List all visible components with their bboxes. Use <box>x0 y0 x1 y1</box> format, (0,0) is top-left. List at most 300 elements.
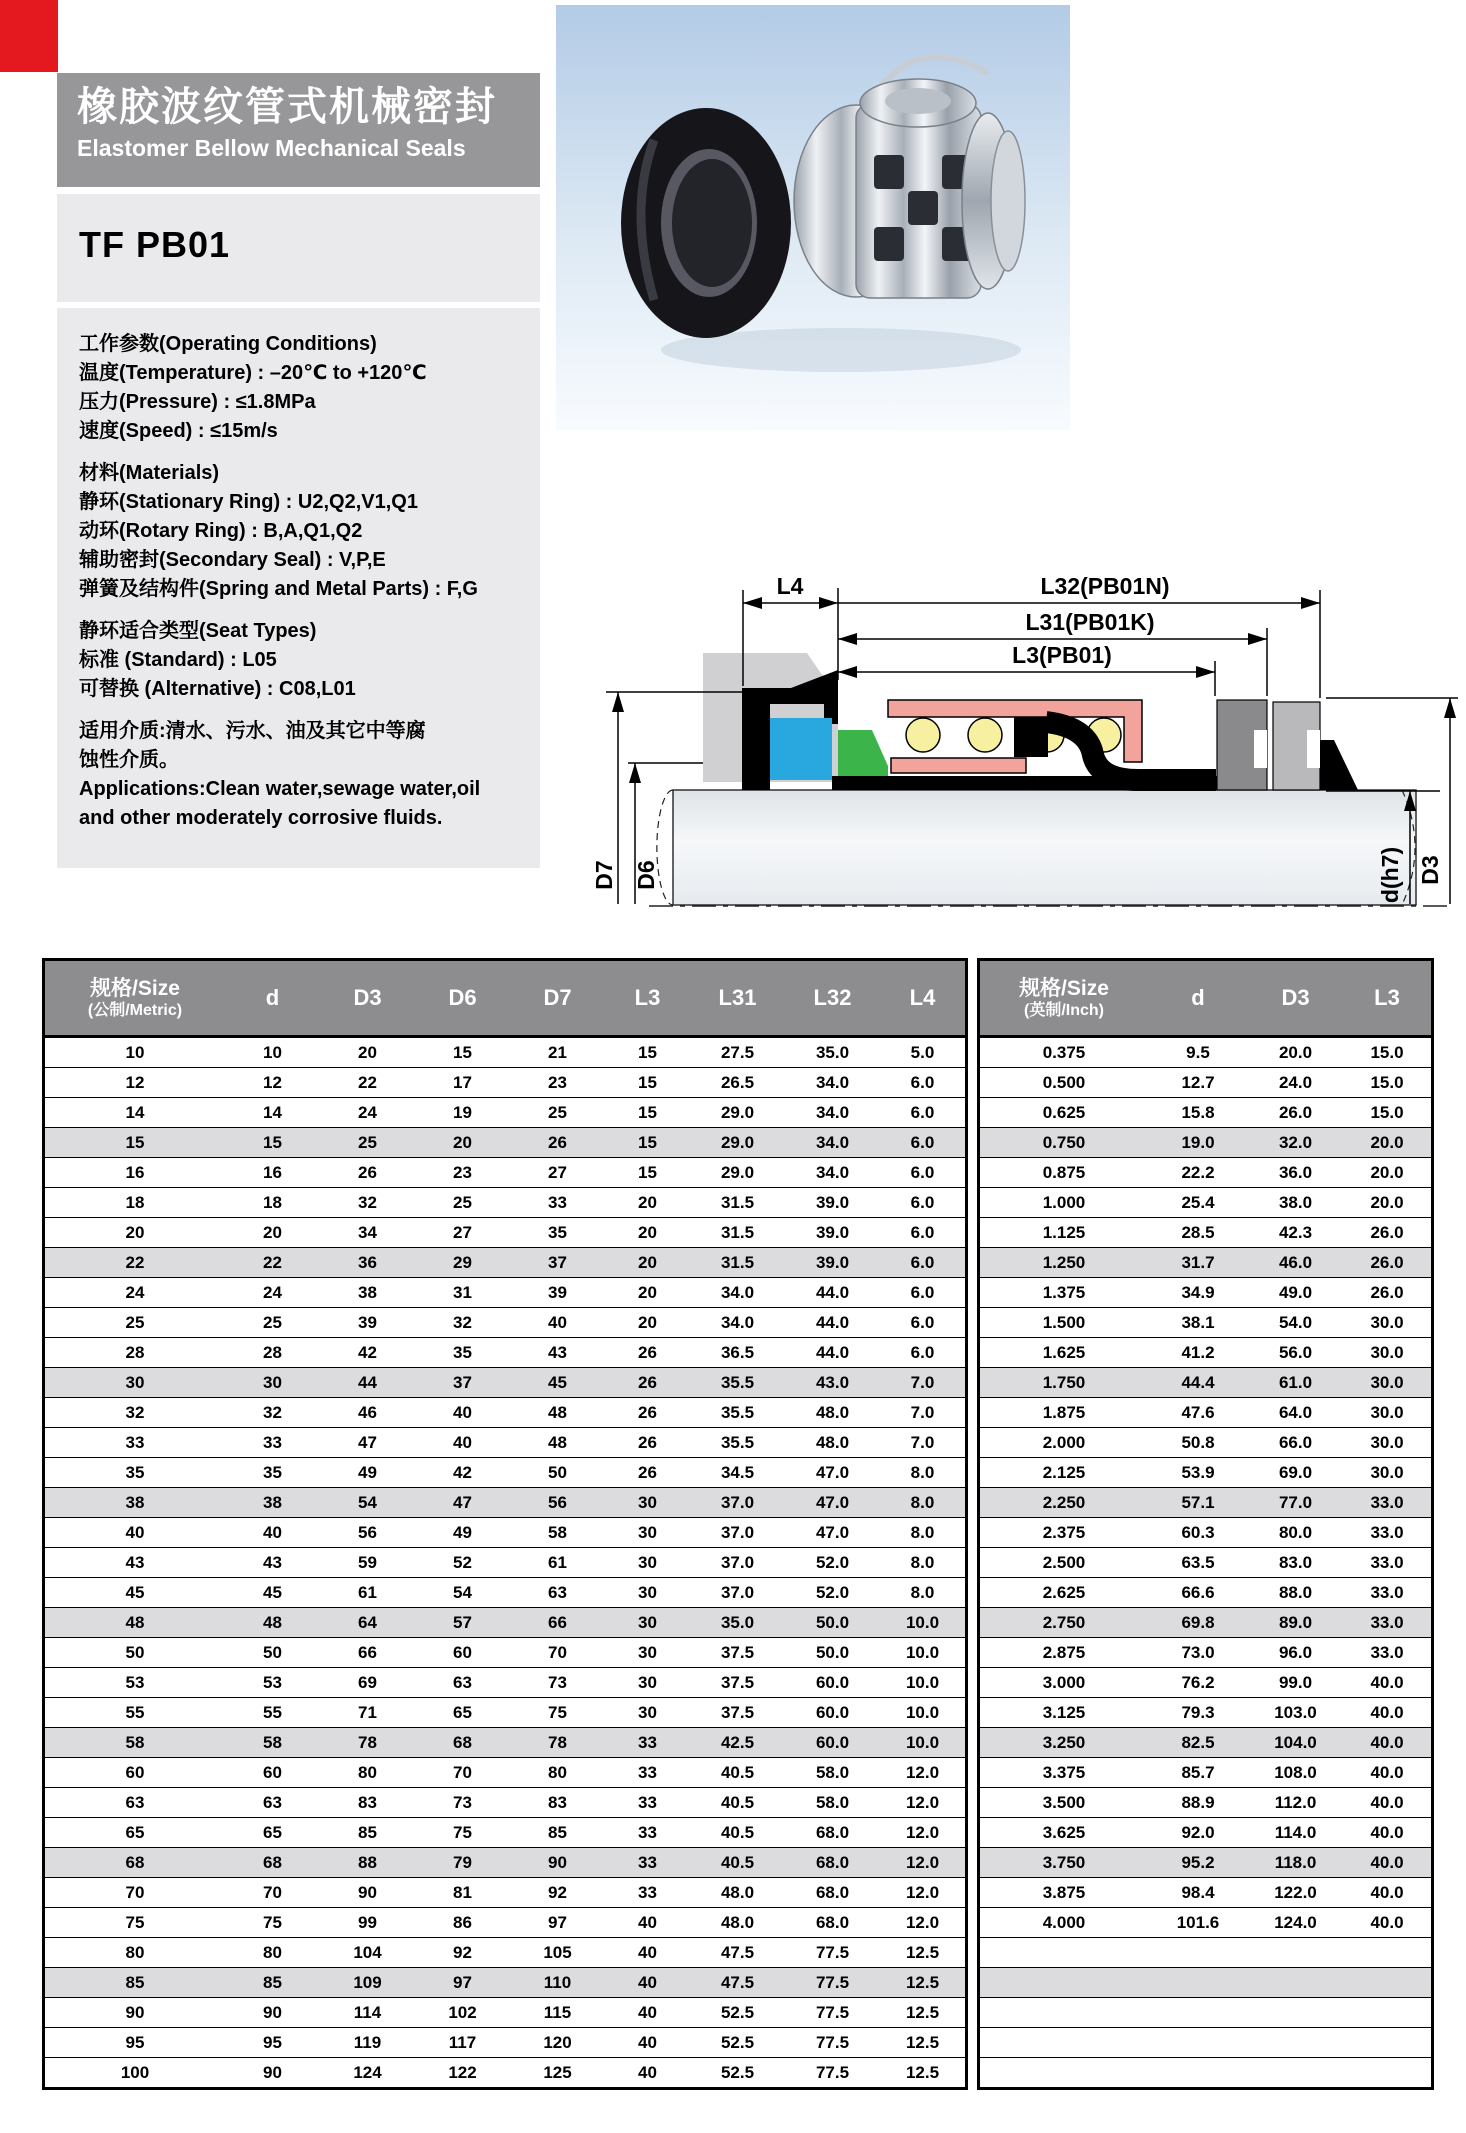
table-cell: 8.0 <box>880 1578 967 1608</box>
table-cell: 20.0 <box>1343 1158 1433 1188</box>
table-cell: 17 <box>415 1068 510 1098</box>
table-cell: 35 <box>510 1218 605 1248</box>
table-row <box>979 2058 1433 2089</box>
table-cell: 68.0 <box>785 1878 880 1908</box>
table-cell: 61 <box>510 1548 605 1578</box>
table-cell <box>1343 1998 1433 2028</box>
table-cell: 12 <box>44 1068 226 1098</box>
table-cell: 25 <box>415 1188 510 1218</box>
table-cell: 15 <box>605 1098 690 1128</box>
table-cell: 30 <box>225 1368 320 1398</box>
table-cell: 52.5 <box>690 2028 785 2058</box>
table-cell: 101.6 <box>1148 1908 1248 1938</box>
table-cell: 12.5 <box>880 1998 967 2028</box>
table-row <box>979 1758 1433 1788</box>
table-cell: 2.250 <box>979 1488 1149 1518</box>
table-cell: 0.625 <box>979 1098 1149 1128</box>
table-row <box>44 1488 967 1518</box>
table-cell: 96.0 <box>1248 1638 1343 1668</box>
table-cell: 12.5 <box>880 1938 967 1968</box>
table-cell: 3.375 <box>979 1758 1149 1788</box>
applications-line-en-2: and other moderately corrosive fluids. <box>79 807 443 829</box>
table-cell: 3.000 <box>979 1668 1149 1698</box>
table-cell: 12.0 <box>880 1758 967 1788</box>
table-cell: 88 <box>320 1848 415 1878</box>
table-cell: 68 <box>44 1848 226 1878</box>
model-number: TF PB01 <box>79 224 231 265</box>
column-header-l4: L4 <box>880 960 967 1037</box>
table-row <box>44 1398 967 1428</box>
table-row <box>979 1938 1433 1968</box>
table-cell <box>1248 2028 1343 2058</box>
table-cell: 30.0 <box>1343 1338 1433 1368</box>
table-cell: 78 <box>510 1728 605 1758</box>
table-cell: 8.0 <box>880 1548 967 1578</box>
table-cell <box>1343 1968 1433 1998</box>
table-row <box>44 1128 967 1158</box>
table-cell: 3.875 <box>979 1878 1149 1908</box>
table-cell: 20 <box>44 1218 226 1248</box>
table-cell: 5.0 <box>880 1037 967 1068</box>
table-row <box>44 1098 967 1128</box>
table-cell: 95 <box>225 2028 320 2058</box>
column-header-l3: L3 <box>605 960 690 1037</box>
table-cell: 85 <box>510 1818 605 1848</box>
table-cell: 35.0 <box>785 1037 880 1068</box>
table-cell <box>979 1968 1149 1998</box>
table-cell: 0.500 <box>979 1068 1149 1098</box>
table-cell: 33 <box>605 1848 690 1878</box>
table-row <box>979 1188 1433 1218</box>
table-cell: 90 <box>510 1848 605 1878</box>
table-cell: 56.0 <box>1248 1338 1343 1368</box>
table-cell: 36.0 <box>1248 1158 1343 1188</box>
table-row <box>979 1698 1433 1728</box>
table-cell <box>1343 1938 1433 1968</box>
table-cell: 6.0 <box>880 1338 967 1368</box>
table-cell: 40 <box>605 1908 690 1938</box>
table-cell: 42 <box>415 1458 510 1488</box>
table-row <box>44 1368 967 1398</box>
table-cell: 58 <box>510 1518 605 1548</box>
table-cell: 79 <box>415 1848 510 1878</box>
table-cell: 6.0 <box>880 1068 967 1098</box>
table-cell: 20.0 <box>1343 1128 1433 1158</box>
table-cell: 20 <box>605 1278 690 1308</box>
table-cell: 34.0 <box>690 1308 785 1338</box>
table-cell: 38 <box>44 1488 226 1518</box>
table-cell: 12.0 <box>880 1818 967 1848</box>
page-title-en: Elastomer Bellow Mechanical Seals <box>77 135 466 161</box>
table-cell: 88.0 <box>1248 1578 1343 1608</box>
table-cell: 80 <box>225 1938 320 1968</box>
table-row <box>44 1608 967 1638</box>
table-row <box>44 1518 967 1548</box>
table-cell: 104.0 <box>1248 1728 1343 1758</box>
table-cell: 2.000 <box>979 1428 1149 1458</box>
table-cell: 90 <box>44 1998 226 2028</box>
table-cell: 68.0 <box>785 1848 880 1878</box>
table-cell: 29 <box>415 1248 510 1278</box>
table-cell: 20 <box>605 1248 690 1278</box>
table-cell: 29.0 <box>690 1128 785 1158</box>
table-cell: 44.0 <box>785 1308 880 1338</box>
table-row <box>979 1878 1433 1908</box>
table-cell: 80 <box>510 1758 605 1788</box>
table-cell: 33 <box>605 1758 690 1788</box>
table-cell: 26.0 <box>1248 1098 1343 1128</box>
table-cell: 45 <box>44 1578 226 1608</box>
table-cell: 103.0 <box>1248 1698 1343 1728</box>
table-cell: 31.5 <box>690 1248 785 1278</box>
table-cell: 92.0 <box>1148 1818 1248 1848</box>
table-cell <box>1343 2058 1433 2089</box>
table-cell: 31.7 <box>1148 1248 1248 1278</box>
table-cell: 33 <box>510 1188 605 1218</box>
table-cell: 33.0 <box>1343 1488 1433 1518</box>
table-cell: 25 <box>320 1128 415 1158</box>
table-cell: 38 <box>320 1278 415 1308</box>
table-cell <box>1248 1968 1343 1998</box>
table-cell <box>1248 2058 1343 2089</box>
page-title-cn: 橡胶波纹管式机械密封 <box>77 85 497 129</box>
table-cell: 89.0 <box>1248 1608 1343 1638</box>
table-row <box>979 1218 1433 1248</box>
table-cell: 77.5 <box>785 1998 880 2028</box>
table-cell: 48.0 <box>785 1428 880 1458</box>
table-cell: 70 <box>44 1878 226 1908</box>
table-cell: 61 <box>320 1578 415 1608</box>
table-cell: 60.0 <box>785 1668 880 1698</box>
table-cell: 50.0 <box>785 1638 880 1668</box>
table-cell: 43 <box>510 1338 605 1368</box>
dim-label-l4: L4 <box>776 573 804 599</box>
table-cell: 33 <box>225 1428 320 1458</box>
table-cell: 1.250 <box>979 1248 1149 1278</box>
table-row <box>44 1548 967 1578</box>
table-cell: 63.5 <box>1148 1548 1248 1578</box>
table-cell: 37.5 <box>690 1638 785 1668</box>
table-cell: 42 <box>320 1338 415 1368</box>
table-row <box>979 1578 1433 1608</box>
table-cell: 30 <box>605 1578 690 1608</box>
table-cell: 85 <box>225 1968 320 1998</box>
table-cell: 34 <box>320 1218 415 1248</box>
table-cell: 26 <box>605 1398 690 1428</box>
table-cell: 24 <box>44 1278 226 1308</box>
table-cell: 28.5 <box>1148 1218 1248 1248</box>
table-cell: 66.6 <box>1148 1578 1248 1608</box>
table-cell: 6.0 <box>880 1188 967 1218</box>
table-cell: 63 <box>415 1668 510 1698</box>
table-cell: 47.0 <box>785 1488 880 1518</box>
table-row <box>44 2028 967 2058</box>
table-cell: 73 <box>415 1788 510 1818</box>
table-row <box>44 1248 967 1278</box>
rotary-face-ring-green <box>838 730 888 780</box>
table-cell: 29.0 <box>690 1158 785 1188</box>
table-cell: 10.0 <box>880 1608 967 1638</box>
table-cell: 47.0 <box>785 1458 880 1488</box>
table-cell: 40.0 <box>1343 1818 1433 1848</box>
table-cell: 20.0 <box>1248 1037 1343 1068</box>
table-cell: 122.0 <box>1248 1878 1343 1908</box>
table-row <box>979 1338 1433 1368</box>
table-cell: 60.0 <box>785 1728 880 1758</box>
table-cell: 73.0 <box>1148 1638 1248 1668</box>
table-cell: 15 <box>605 1158 690 1188</box>
table-row <box>979 1248 1433 1278</box>
table-cell: 119 <box>320 2028 415 2058</box>
table-cell: 28 <box>44 1338 226 1368</box>
table-cell: 60.0 <box>785 1698 880 1728</box>
table-cell: 15.0 <box>1343 1068 1433 1098</box>
table-cell: 52.0 <box>785 1548 880 1578</box>
table-cell: 30.0 <box>1343 1308 1433 1338</box>
table-cell: 32 <box>415 1308 510 1338</box>
table-cell: 34.0 <box>785 1128 880 1158</box>
table-cell: 71 <box>320 1698 415 1728</box>
table-cell: 40.5 <box>690 1818 785 1848</box>
table-cell: 20 <box>320 1037 415 1068</box>
table-cell: 104 <box>320 1938 415 1968</box>
table-cell: 33 <box>44 1428 226 1458</box>
table-cell: 45 <box>510 1368 605 1398</box>
table-cell: 6.0 <box>880 1308 967 1338</box>
product-photo-illustration <box>556 5 1070 430</box>
table-cell: 18 <box>44 1188 226 1218</box>
table-row <box>979 1308 1433 1338</box>
table-cell: 38.0 <box>1248 1188 1343 1218</box>
table-cell: 6.0 <box>880 1158 967 1188</box>
table-row <box>44 1428 967 1458</box>
table-cell: 12.5 <box>880 1968 967 1998</box>
stationary-ring-blue <box>770 718 832 780</box>
table-cell: 35 <box>415 1338 510 1368</box>
table-cell: 7.0 <box>880 1398 967 1428</box>
shaft <box>649 790 1450 906</box>
table-cell: 34.0 <box>785 1158 880 1188</box>
table-cell: 33 <box>605 1728 690 1758</box>
title-bar <box>57 73 540 187</box>
table-cell: 53 <box>44 1668 226 1698</box>
table-cell: 7.0 <box>880 1428 967 1458</box>
table-cell: 100 <box>44 2058 226 2089</box>
table-cell: 75 <box>44 1908 226 1938</box>
table-cell: 124.0 <box>1248 1908 1343 1938</box>
dim-label-l31: L31(PB01K) <box>1025 609 1155 635</box>
table-cell: 115 <box>510 1998 605 2028</box>
table-cell: 37.0 <box>690 1548 785 1578</box>
table-cell: 75 <box>415 1818 510 1848</box>
table-cell: 65 <box>44 1818 226 1848</box>
table-cell: 52.5 <box>690 1998 785 2028</box>
table-cell: 0.375 <box>979 1037 1149 1068</box>
table-cell: 56 <box>510 1488 605 1518</box>
column-header-d3: D3 <box>320 960 415 1037</box>
table-cell: 1.750 <box>979 1368 1149 1398</box>
spec-line-spring-metal: 弹簧及结构件(Spring and Metal Parts) : F,G <box>79 578 478 600</box>
table-cell: 1.625 <box>979 1338 1149 1368</box>
table-cell: 40.0 <box>1343 1758 1433 1788</box>
table-cell: 18 <box>225 1188 320 1218</box>
table-row <box>979 1458 1433 1488</box>
table-cell: 34.5 <box>690 1458 785 1488</box>
table-row <box>44 1578 967 1608</box>
table-row <box>979 2028 1433 2058</box>
table-cell: 20 <box>605 1218 690 1248</box>
table-cell: 35 <box>44 1458 226 1488</box>
table-cell: 63 <box>510 1578 605 1608</box>
table-cell: 2.750 <box>979 1608 1149 1638</box>
table-cell: 31.5 <box>690 1188 785 1218</box>
table-cell: 8.0 <box>880 1518 967 1548</box>
table-cell: 6.0 <box>880 1248 967 1278</box>
table-row <box>979 1638 1433 1668</box>
table-cell: 54.0 <box>1248 1308 1343 1338</box>
table-cell: 80 <box>44 1938 226 1968</box>
dim-label-d7: D7 <box>591 860 617 890</box>
table-cell: 49 <box>320 1458 415 1488</box>
table-cell: 40 <box>605 1968 690 1998</box>
column-header-l32: L32 <box>785 960 880 1037</box>
table-cell: 68.0 <box>785 1818 880 1848</box>
table-cell: 40.0 <box>1343 1878 1433 1908</box>
table-row <box>44 1788 967 1818</box>
spec-line-alternative-seat: 可替换 (Alternative) : C08,L01 <box>79 678 356 700</box>
table-cell: 30.0 <box>1343 1398 1433 1428</box>
table-cell: 40.0 <box>1343 1788 1433 1818</box>
table-cell: 77.5 <box>785 2058 880 2089</box>
table-cell: 25 <box>44 1308 226 1338</box>
table-cell: 34.0 <box>785 1068 880 1098</box>
table-cell: 2.500 <box>979 1548 1149 1578</box>
table-cell: 73 <box>510 1668 605 1698</box>
table-cell: 85 <box>320 1818 415 1848</box>
table-cell: 39.0 <box>785 1188 880 1218</box>
table-cell: 85.7 <box>1148 1758 1248 1788</box>
table-cell: 30 <box>605 1638 690 1668</box>
table-cell: 40.0 <box>1343 1848 1433 1878</box>
table-cell: 16 <box>225 1158 320 1188</box>
table-cell: 37 <box>510 1248 605 1278</box>
table-cell: 15.8 <box>1148 1098 1248 1128</box>
table-cell: 77.5 <box>785 2028 880 2058</box>
table-cell <box>1148 2028 1248 2058</box>
table-cell: 15 <box>605 1068 690 1098</box>
table-cell: 120 <box>510 2028 605 2058</box>
table-cell: 60 <box>225 1758 320 1788</box>
table-cell: 23 <box>415 1158 510 1188</box>
table-cell: 10.0 <box>880 1668 967 1698</box>
table-cell: 50.0 <box>785 1608 880 1638</box>
model-panel <box>57 194 540 302</box>
table-cell: 58 <box>225 1728 320 1758</box>
table-row <box>979 1158 1433 1188</box>
table-row <box>979 1428 1433 1458</box>
table-cell: 52.5 <box>690 2058 785 2089</box>
dim-label-l32: L32(PB01N) <box>1040 573 1170 599</box>
column-header-d: d <box>1148 960 1248 1037</box>
table-cell: 24 <box>320 1098 415 1128</box>
table-row <box>44 1668 967 1698</box>
table-cell <box>979 1998 1149 2028</box>
table-cell: 37.0 <box>690 1488 785 1518</box>
table-row <box>44 1848 967 1878</box>
table-cell: 19.0 <box>1148 1128 1248 1158</box>
table-cell: 35 <box>225 1458 320 1488</box>
table-cell: 3.250 <box>979 1728 1149 1758</box>
table-cell: 27 <box>510 1158 605 1188</box>
table-cell: 68 <box>225 1848 320 1878</box>
table-cell: 76.2 <box>1148 1668 1248 1698</box>
table-cell: 10.0 <box>880 1698 967 1728</box>
table-cell: 47.0 <box>785 1518 880 1548</box>
applications-line-cn-1: 适用介质:清水、污水、油及其它中等腐 <box>79 720 426 742</box>
table-row <box>44 1308 967 1338</box>
table-cell: 90 <box>320 1878 415 1908</box>
table-cell: 40.5 <box>690 1758 785 1788</box>
table-cell: 8.0 <box>880 1458 967 1488</box>
table-cell: 56 <box>320 1518 415 1548</box>
inch-size-table <box>977 958 1434 2090</box>
table-cell: 40 <box>605 2028 690 2058</box>
table-row <box>979 1518 1433 1548</box>
table-row <box>979 1398 1433 1428</box>
table-cell: 53 <box>225 1668 320 1698</box>
table-cell: 50 <box>44 1638 226 1668</box>
table-row <box>44 1818 967 1848</box>
table-cell: 15.0 <box>1343 1098 1433 1128</box>
table-cell: 60 <box>44 1758 226 1788</box>
table-cell: 34.0 <box>785 1098 880 1128</box>
table-row <box>44 1218 967 1248</box>
table-cell: 90 <box>225 1998 320 2028</box>
table-cell: 49 <box>415 1518 510 1548</box>
table-cell: 49.0 <box>1248 1278 1343 1308</box>
table-row <box>979 1908 1433 1938</box>
table-cell: 114.0 <box>1248 1818 1343 1848</box>
table-cell: 46.0 <box>1248 1248 1343 1278</box>
table-cell: 30 <box>605 1488 690 1518</box>
table-row <box>979 1488 1433 1518</box>
table-cell: 26 <box>605 1368 690 1398</box>
table-cell: 22 <box>225 1248 320 1278</box>
table-cell: 70 <box>225 1878 320 1908</box>
table-cell: 4.000 <box>979 1908 1149 1938</box>
table-row <box>44 1878 967 1908</box>
section-heading: 材料(Materials) <box>79 462 220 484</box>
table-cell: 12.0 <box>880 1878 967 1908</box>
table-cell: 64.0 <box>1248 1398 1343 1428</box>
table-cell: 30 <box>605 1668 690 1698</box>
applications-line-cn-2: 蚀性介质。 <box>79 749 179 771</box>
table-cell: 37.0 <box>690 1518 785 1548</box>
table-cell: 41.2 <box>1148 1338 1248 1368</box>
table-cell: 12.0 <box>880 1788 967 1818</box>
table-cell: 25.4 <box>1148 1188 1248 1218</box>
table-cell: 55 <box>225 1698 320 1728</box>
table-cell: 8.0 <box>880 1488 967 1518</box>
table-cell: 32.0 <box>1248 1128 1343 1158</box>
table-cell: 48 <box>510 1428 605 1458</box>
table-cell: 20 <box>605 1308 690 1338</box>
table-cell: 43.0 <box>785 1368 880 1398</box>
table-cell: 99 <box>320 1908 415 1938</box>
table-row <box>979 1548 1433 1578</box>
table-cell: 37 <box>415 1368 510 1398</box>
table-row <box>44 1338 967 1368</box>
